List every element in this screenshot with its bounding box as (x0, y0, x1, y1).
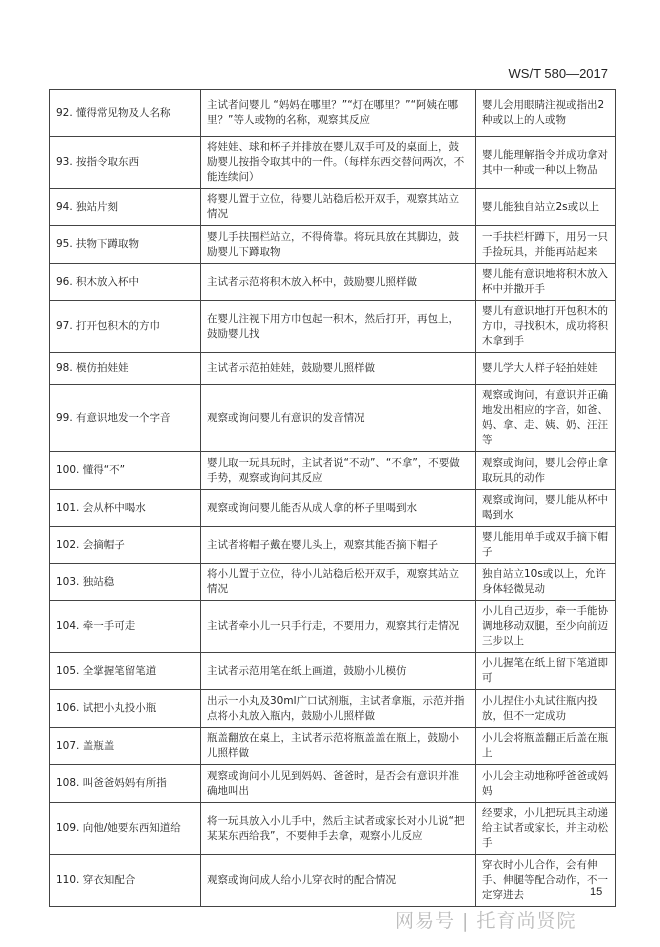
table-row (50, 90, 616, 137)
item-cell: 98. 模仿拍娃娃 (50, 353, 201, 385)
method-cell: 在婴儿注视下用方巾包起一积木，然后打开，再包上，鼓励婴儿找 (201, 301, 476, 353)
item-cell: 101. 会从杯中喝水 (50, 490, 201, 527)
table-row (50, 264, 616, 301)
criterion-cell: 经要求，小儿把玩具主动递给主试者或家长，并主动松手 (476, 803, 616, 855)
method-cell: 将一玩具放入小儿手中，然后主试者或家长对小儿说“把某某东西给我”，不要伸手去拿，观察小儿反应 (201, 803, 476, 855)
standard-code-header: WS/T 580—2017 (508, 66, 608, 81)
item-cell: 94. 独站片刻 (50, 189, 201, 226)
method-cell: 婴儿手扶围栏站立，不得倚靠。将玩具放在其脚边，鼓励婴儿下蹲取物 (201, 226, 476, 264)
criterion-cell: 观察或询问，有意识并正确地发出相应的字音，如爸、妈、拿、走、姨、奶、汪汪等 (476, 385, 616, 452)
table-row (50, 564, 616, 601)
table-row (50, 137, 616, 189)
table-row (50, 728, 616, 765)
item-cell: 109. 向他/她要东西知道给 (50, 803, 201, 855)
table-row (50, 527, 616, 564)
criterion-cell: 穿衣时小儿合作，会有伸手、伸腿等配合动作，不一定穿进去 (476, 855, 616, 907)
criterion-cell: 观察或询问，婴儿会停止拿取玩具的动作 (476, 452, 616, 490)
item-cell: 106. 试把小丸投小瓶 (50, 690, 201, 728)
method-cell: 主试者示范用笔在纸上画道，鼓励小儿模仿 (201, 653, 476, 690)
table-row (50, 803, 616, 855)
method-cell: 观察或询问小儿见到妈妈、爸爸时，是否会有意识并准确地叫出 (201, 765, 476, 803)
table-row (50, 226, 616, 264)
item-cell: 110. 穿衣知配合 (50, 855, 201, 907)
method-cell: 将娃娃、球和杯子并排放在婴儿双手可及的桌面上，鼓励婴儿按指令取其中的一件。（每样东西交替问两次，不能连续问） (201, 137, 476, 189)
item-cell: 103. 独站稳 (50, 564, 201, 601)
criterion-cell: 小儿自己迈步，牵一手能协调地移动双腿，至少向前迈三步以上 (476, 601, 616, 653)
criterion-cell: 小儿会将瓶盖翻正后盖在瓶上 (476, 728, 616, 765)
method-cell: 出示一小丸及30ml广口试剂瓶，主试者拿瓶，示范并指点将小丸放入瓶内，鼓励小儿照样做 (201, 690, 476, 728)
item-cell: 104. 牵一手可走 (50, 601, 201, 653)
table-row (50, 452, 616, 490)
table-row (50, 855, 616, 907)
method-cell: 观察或询问婴儿有意识的发音情况 (201, 385, 476, 452)
method-cell: 婴儿取一玩具玩时，主试者说“不动”、“不拿”，不要做手势，观察或询问其反应 (201, 452, 476, 490)
item-cell: 108. 叫爸爸妈妈有所指 (50, 765, 201, 803)
criterion-cell: 婴儿能用单手或双手摘下帽子 (476, 527, 616, 564)
table-row (50, 301, 616, 353)
item-cell: 99. 有意识地发一个字音 (50, 385, 201, 452)
criterion-cell: 婴儿能有意识地将积木放入杯中并撒开手 (476, 264, 616, 301)
method-cell: 将小儿置于立位，待小儿站稳后松开双手，观察其站立情况 (201, 564, 476, 601)
method-cell: 主试者将帽子戴在婴儿头上，观察其能否摘下帽子 (201, 527, 476, 564)
method-cell: 主试者示范拍娃娃，鼓励婴儿照样做 (201, 353, 476, 385)
table-row (50, 189, 616, 226)
criterion-cell: 婴儿有意识地打开包积木的方巾，寻找积木，成功将积木拿到手 (476, 301, 616, 353)
method-cell: 瓶盖翻放在桌上，主试者示范将瓶盖盖在瓶上，鼓励小儿照样做 (201, 728, 476, 765)
item-cell: 92. 懂得常见物及人名称 (50, 90, 201, 137)
table-row (50, 490, 616, 527)
criterion-cell: 婴儿会用眼睛注视或指出2种或以上的人或物 (476, 90, 616, 137)
item-cell: 97. 打开包积木的方巾 (50, 301, 201, 353)
method-cell: 主试者牵小儿一只手行走，不要用力，观察其行走情况 (201, 601, 476, 653)
method-cell: 主试者问婴儿 “妈妈在哪里？”“灯在哪里？”“阿姨在哪里？”等人或物的名称，观察其反应 (201, 90, 476, 137)
page-number: 15 (590, 886, 603, 898)
criterion-cell: 小儿捏住小丸试往瓶内投放，但不一定成功 (476, 690, 616, 728)
item-cell: 96. 积木放入杯中 (50, 264, 201, 301)
method-cell: 将婴儿置于立位，待婴儿站稳后松开双手，观察其站立情况 (201, 189, 476, 226)
criterion-cell: 婴儿学大人样子轻拍娃娃 (476, 353, 616, 385)
assessment-table (49, 89, 616, 907)
method-cell: 观察或询问成人给小儿穿衣时的配合情况 (201, 855, 476, 907)
table-row (50, 765, 616, 803)
item-cell: 100. 懂得“不” (50, 452, 201, 490)
table-row (50, 653, 616, 690)
criterion-cell: 婴儿能理解指令并成功拿对其中一种或一种以上物品 (476, 137, 616, 189)
criterion-cell: 观察或询问，婴儿能从杯中喝到水 (476, 490, 616, 527)
criterion-cell: 一手扶栏杆蹲下，用另一只手捡玩具，并能再站起来 (476, 226, 616, 264)
criterion-cell: 婴儿能独自站立2s或以上 (476, 189, 616, 226)
criterion-cell: 独自站立10s或以上，允许身体轻微晃动 (476, 564, 616, 601)
method-cell: 主试者示范将积木放入杯中，鼓励婴儿照样做 (201, 264, 476, 301)
watermark: 网易号 | 托育尚贤院 (395, 910, 577, 932)
item-cell: 93. 按指令取东西 (50, 137, 201, 189)
table-row (50, 385, 616, 452)
item-cell: 105. 全掌握笔留笔道 (50, 653, 201, 690)
criterion-cell: 小儿握笔在纸上留下笔道即可 (476, 653, 616, 690)
table-row (50, 690, 616, 728)
method-cell: 观察或询问婴儿能否从成人拿的杯子里喝到水 (201, 490, 476, 527)
table-row (50, 353, 616, 385)
criterion-cell: 小儿会主动地称呼爸爸或妈妈 (476, 765, 616, 803)
item-cell: 107. 盖瓶盖 (50, 728, 201, 765)
item-cell: 102. 会摘帽子 (50, 527, 201, 564)
assessment-table-body (50, 90, 616, 907)
table-row (50, 601, 616, 653)
item-cell: 95. 扶物下蹲取物 (50, 226, 201, 264)
